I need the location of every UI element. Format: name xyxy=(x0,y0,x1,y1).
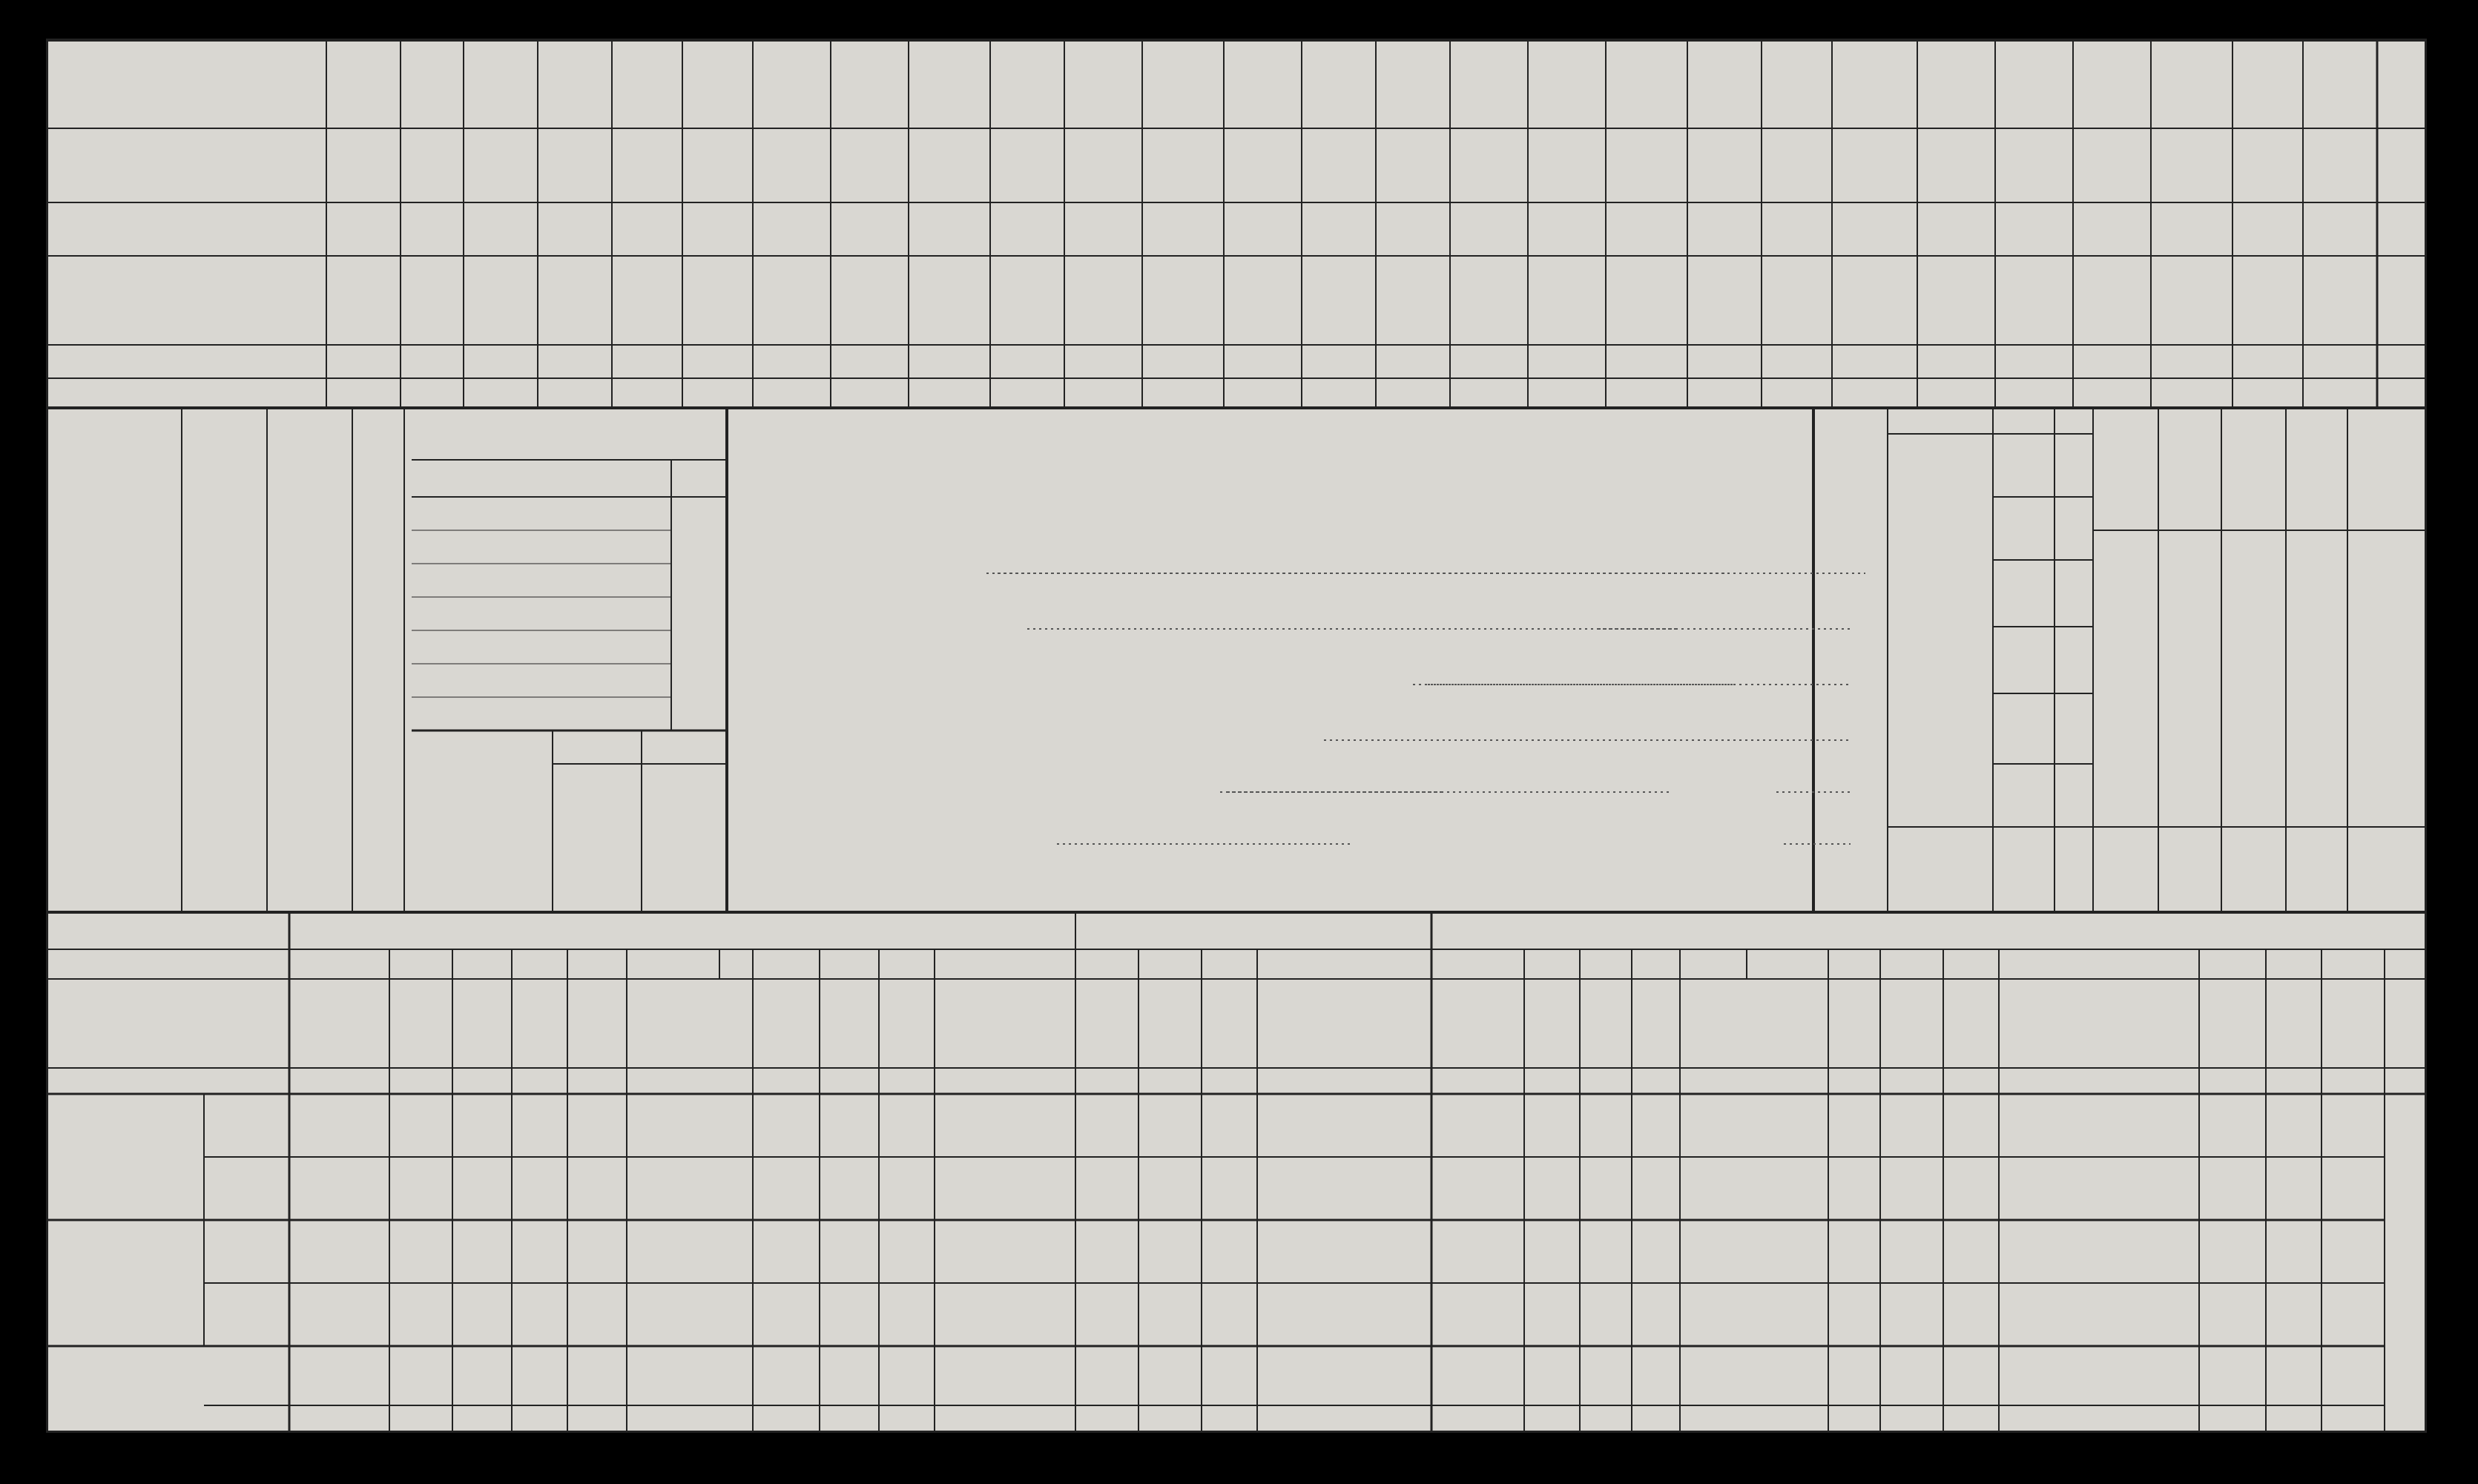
worker-col-label xyxy=(271,818,337,907)
right-col-bottom xyxy=(2286,749,2349,868)
crop-col-header xyxy=(1376,256,1450,349)
lease-col-header xyxy=(512,979,567,1068)
pop-col-label xyxy=(1993,560,2060,625)
lease-col-header xyxy=(879,979,935,1068)
women-label xyxy=(1957,575,1982,693)
lease-col-header xyxy=(1524,979,1580,1068)
men-label xyxy=(1957,723,1982,842)
crop-col-header xyxy=(464,256,538,326)
right-col-top xyxy=(2347,426,2411,530)
lease-col-header xyxy=(1632,979,1680,1068)
pop-col-label xyxy=(1993,627,2060,692)
crop-col-header xyxy=(1224,256,1302,349)
lease-col-header xyxy=(1139,979,1202,1068)
crop-col-header xyxy=(1687,256,1762,329)
crop-col-header xyxy=(1606,256,1687,349)
crop-col-header xyxy=(1762,256,1832,329)
lease-col-header xyxy=(389,979,452,1068)
right-col-bottom xyxy=(2347,749,2411,868)
lease-col-header xyxy=(452,979,512,1068)
pop-col-number xyxy=(2061,504,2088,564)
right-col-bottom xyxy=(2221,749,2284,868)
population-title xyxy=(1843,464,1902,849)
crop-col-header xyxy=(1832,256,1917,329)
crop-col-header xyxy=(682,256,753,349)
crop-col-header xyxy=(831,256,909,349)
pop-col-label xyxy=(1993,764,2060,829)
lease-col-header xyxy=(2266,979,2322,1068)
group-vne xyxy=(88,1235,140,1376)
lease-col-header xyxy=(1880,979,1943,1068)
crop-col-header xyxy=(2151,256,2232,349)
lease-col-header xyxy=(2322,979,2385,1068)
group-nadel xyxy=(91,1109,136,1227)
census-card xyxy=(46,39,2427,1433)
worker-col-number xyxy=(193,438,223,504)
crop-col-header xyxy=(1528,256,1606,349)
lease-col-header xyxy=(567,979,627,1068)
worker-col-number xyxy=(193,731,223,798)
lease-col-header xyxy=(1828,979,1880,1068)
crop-col-header xyxy=(2073,256,2151,349)
lease-col-header xyxy=(1431,979,1524,1068)
crop-col-header xyxy=(401,256,464,326)
right-col-top xyxy=(2093,426,2156,530)
pop-col-number xyxy=(2061,771,2088,831)
workers-question xyxy=(346,419,406,842)
lease-col-header xyxy=(1202,979,1257,1068)
lease-col-header xyxy=(1075,979,1139,1068)
pop-col-number xyxy=(2061,701,2088,760)
crop-col-header xyxy=(1142,256,1224,349)
worker-col-label xyxy=(271,720,337,809)
crop-col-header xyxy=(538,256,612,349)
crop-col-header xyxy=(753,256,831,349)
worker-col-label xyxy=(271,524,337,613)
right-col-bottom xyxy=(2158,749,2221,868)
lease-col-header xyxy=(820,979,879,1068)
lease-col-header xyxy=(1943,979,1999,1068)
crop-col-header xyxy=(1064,256,1142,349)
crop-col-header xyxy=(1450,256,1528,349)
crop-col-header xyxy=(1917,256,1995,329)
pop-col-number xyxy=(2061,634,2088,693)
lease-col-header xyxy=(1580,979,1632,1068)
crop-col-header xyxy=(2303,256,2370,349)
right-col-top xyxy=(2286,426,2349,530)
worker-col-number xyxy=(193,829,223,896)
right-col-bottom xyxy=(2093,749,2156,868)
right-col-top xyxy=(2221,426,2284,530)
lease-col-header xyxy=(2199,979,2266,1068)
lease-col-header xyxy=(753,979,820,1068)
pop-col-number xyxy=(2061,567,2088,627)
worker-col-number xyxy=(193,633,223,700)
right-col-top xyxy=(2158,426,2221,530)
pop-col-label xyxy=(1993,693,2060,759)
crop-col-header xyxy=(909,256,990,349)
worker-col-label xyxy=(271,622,337,711)
worker-col-number xyxy=(193,535,223,602)
pop-col-label xyxy=(1993,497,2060,567)
worker-col-label xyxy=(271,426,337,515)
crop-col-header xyxy=(990,256,1064,349)
crop-col-header xyxy=(326,256,401,349)
crop-col-header xyxy=(2232,256,2303,349)
crop-col-header xyxy=(1995,256,2073,349)
crop-col-header xyxy=(1302,256,1376,349)
crop-col-header xyxy=(612,256,682,349)
